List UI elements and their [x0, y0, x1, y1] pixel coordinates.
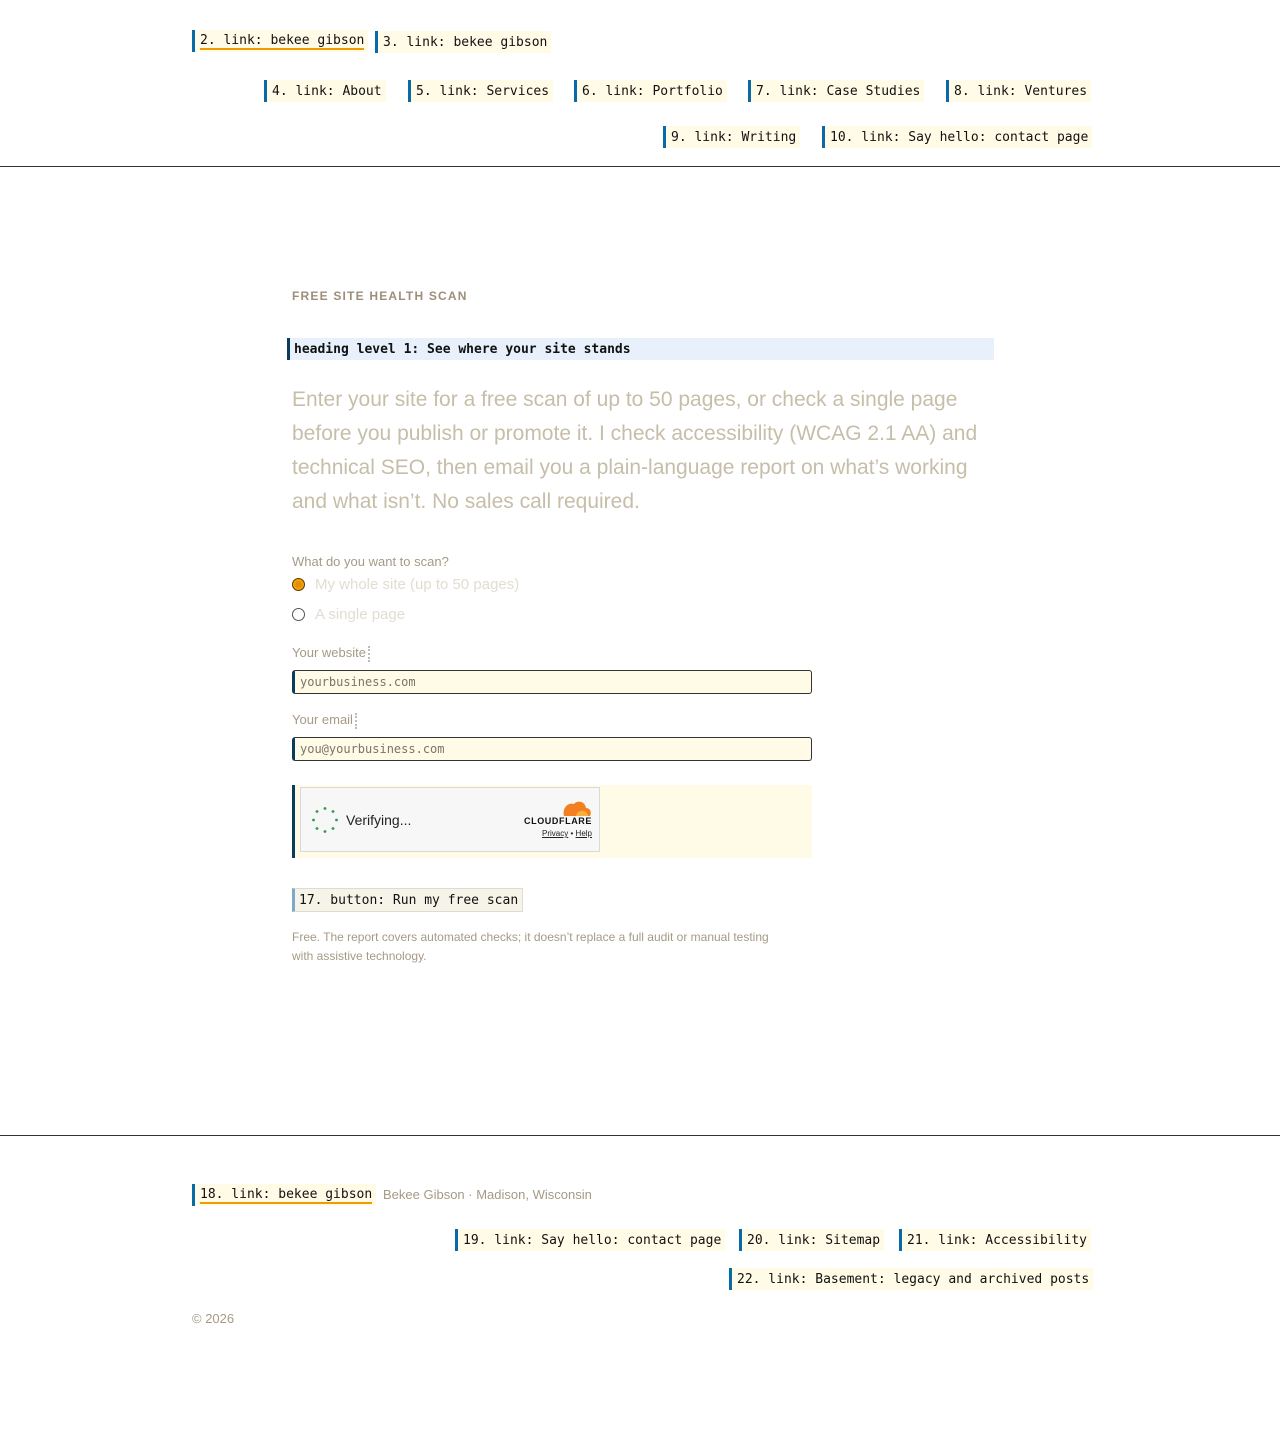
nav-ventures[interactable] [946, 80, 1091, 102]
scan-option-whole-site-label: My whole site (up to 50 pages) [315, 576, 520, 593]
email-input[interactable] [292, 737, 812, 761]
captcha-privacy-link[interactable]: Privacy [542, 829, 569, 838]
captcha-help-link[interactable]: Help [575, 829, 592, 838]
site-name-link[interactable] [375, 31, 551, 53]
captcha-separator: • [570, 829, 574, 838]
footer-accessibility-link[interactable] [899, 1229, 1091, 1251]
radio-selected-icon[interactable] [292, 578, 305, 591]
nav-writing[interactable] [663, 126, 800, 148]
nav-ventures-label: 8. link: Ventures [954, 83, 1088, 99]
disclaimer-note: Free. The report covers automated checks; it doesn’t replace a full audit or manual testing with assistive technology. [292, 930, 769, 963]
page-title [287, 338, 994, 360]
nav-about-label: 4. link: About [272, 83, 382, 99]
footer-home-link[interactable] [192, 1184, 376, 1206]
cloudflare-wordmark: CLOUDFLARE [524, 816, 592, 826]
nav-portfolio[interactable] [574, 80, 727, 102]
eyebrow-label: FREE SITE HEALTH SCAN [292, 289, 468, 303]
spinner-icon [311, 806, 339, 834]
nav-portfolio-label: 6. link: Portfolio [582, 83, 723, 99]
label-marker [368, 646, 370, 662]
nav-writing-label: 9. link: Writing [671, 129, 797, 145]
scan-option-single-page-label: A single page [315, 606, 406, 623]
site-logo-link-label: 2. link: bekee gibson [200, 32, 365, 48]
captcha-container [292, 785, 812, 858]
footer-contact-link-label: 19. link: Say hello: contact page [463, 1232, 722, 1248]
nav-services[interactable] [408, 80, 553, 102]
run-free-scan-button-label: 17. button: Run my free scan [299, 892, 519, 908]
cloudflare-turnstile-widget[interactable] [300, 787, 600, 852]
page-title-text: heading level 1: See where your site stands [294, 341, 631, 357]
footer-basement-link[interactable] [729, 1268, 1093, 1290]
radio-unselected-icon[interactable] [292, 608, 305, 621]
site-name-link-label: 3. link: bekee gibson [383, 34, 548, 50]
website-label [292, 645, 370, 662]
nav-case-studies-label: 7. link: Case Studies [756, 83, 921, 99]
footer-contact-link[interactable] [455, 1229, 725, 1251]
run-free-scan-button[interactable] [292, 888, 523, 912]
nav-case-studies[interactable] [748, 80, 924, 102]
intro-paragraph: Enter your site for a free scan of up to 50 pages, or check a single page before you publish or promote it. I check accessibility (WCAG 2.1 AA) and technical SEO, then email you a plain-language report on what’s working and what isn’t. No sales call required. [292, 388, 978, 513]
label-marker [355, 713, 357, 729]
nav-contact[interactable] [822, 126, 1092, 148]
footer-divider [0, 1135, 1280, 1136]
scan-option-single-page[interactable] [292, 606, 405, 623]
site-logo-link[interactable] [192, 30, 368, 52]
header-divider [0, 166, 1280, 167]
footer-home-link-label: 18. link: bekee gibson [200, 1186, 373, 1202]
nav-services-label: 5. link: Services [416, 83, 550, 99]
footer-accessibility-link-label: 21. link: Accessibility [907, 1232, 1088, 1248]
email-label [292, 712, 357, 729]
website-input[interactable] [292, 670, 812, 694]
nav-contact-label: 10. link: Say hello: contact page [830, 129, 1089, 145]
footer-sitemap-link[interactable] [739, 1229, 884, 1251]
footer-tagline: Bekee Gibson · Madison, Wisconsin [383, 1187, 592, 1202]
captcha-status: Verifying... [346, 812, 412, 828]
copyright: © 2026 [192, 1311, 235, 1326]
nav-about[interactable] [264, 80, 386, 102]
website-label-text: Your website [292, 645, 366, 660]
scan-type-question: What do you want to scan? [292, 554, 449, 569]
captcha-links [542, 829, 592, 838]
footer-sitemap-link-label: 20. link: Sitemap [747, 1232, 881, 1248]
email-label-text: Your email [292, 712, 353, 727]
footer-basement-link-label: 22. link: Basement: legacy and archived posts [737, 1271, 1090, 1287]
scan-option-whole-site[interactable] [292, 576, 519, 593]
